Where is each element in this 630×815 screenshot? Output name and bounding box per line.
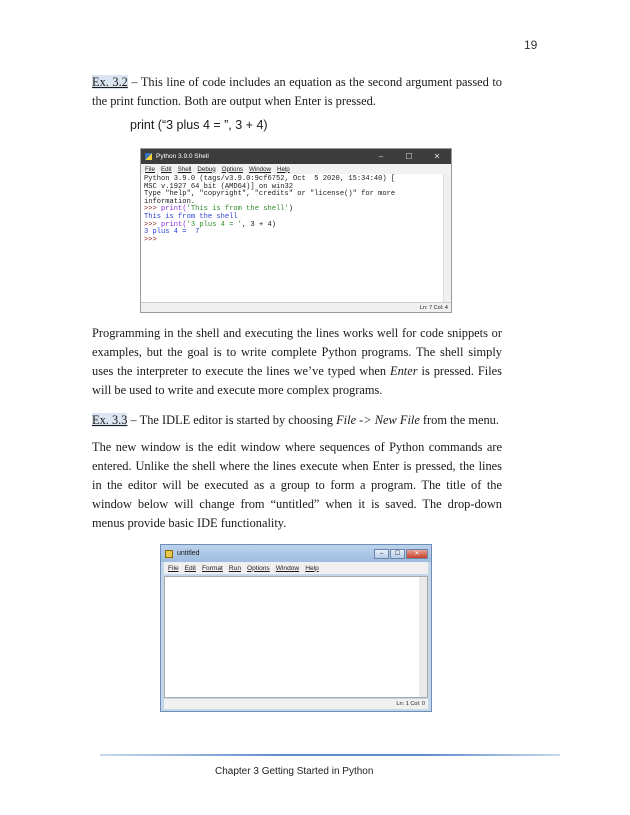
para2-text: Programming in the shell and executing the lines works well for code snippets or examples, but the goal is to write complete Python programs. The shell simply uses the interpreter to execute the lines we’ve typed when [92,326,502,378]
shell-explanation-paragraph [92,324,502,400]
shell-prompt: >>> [144,220,162,229]
shell-scrollbar[interactable] [443,174,451,302]
builtin-print: print( [161,205,187,214]
maximize-icon[interactable]: ☐ [405,152,413,161]
chapter-footer: Chapter 3 Getting Started in Python [215,766,374,777]
editor-title: untitled [177,550,200,557]
shell-statusbar: Ln: 7 Col: 4 [141,302,451,312]
footer-divider [100,754,560,756]
builtin-print: print( [161,220,187,229]
python-shell-window [140,148,452,313]
shell-text-area[interactable] [141,174,451,302]
string-literal: 'This is from the shell' [186,205,289,214]
menu-window[interactable]: Window [275,564,300,572]
shell-titlebar [141,149,451,164]
idle-file-icon [165,550,173,558]
idle-editor-window [160,544,432,712]
banner-line: Python 3.9.0 (tags/v3.9.0:9cf6752, Oct 5 2020, 15:34:40) [ [144,175,396,183]
ex-3-2-label: Ex. 3.2 [92,75,128,89]
banner-line: information. [144,197,196,206]
banner-line: MSC v.1927 64 bit (AMD64)] on win32 [144,182,293,191]
menu-debug[interactable]: Debug [197,165,216,173]
minimize-icon[interactable]: – [374,549,389,559]
shell-prompt: >>> [144,205,162,214]
edit-window-paragraph: The new window is the edit window where sequences of Python commands are entered. Unlike the shell where the lines execute when Enter is pressed, the lines in the editor will be executed as a group to form a program. The title of the window below will change from “untitled” when it is saved. The drop-down menus provide basic IDE functionality. [92,440,502,530]
editor-menubar [164,562,428,574]
menu-options[interactable]: Options [221,165,243,173]
ex-3-3-label: Ex. 3.3 [92,413,128,427]
shell-final-prompt: >>> [144,235,157,244]
menu-edit[interactable]: Edit [184,564,196,572]
menu-window[interactable]: Window [248,165,271,173]
ex-3-3-text-end: from the menu. [419,413,499,427]
code-rest: , 3 + 4) [241,220,276,229]
menu-edit[interactable]: Edit [160,165,172,173]
ex-3-2-paragraph [92,73,502,111]
shell-window-controls [367,152,451,161]
page-number: 19 [524,38,538,52]
string-literal: '3 plus 4 = ' [186,220,242,229]
python-logo-icon [145,153,152,160]
ex-3-2-text: – This line of code includes an equation as the second argument passed to the print function. Both are output when Enter is pressed. [92,75,502,108]
editor-window-controls [373,549,428,559]
maximize-icon[interactable]: ☐ [390,549,405,559]
shell-title: Python 3.9.0 Shell [156,153,209,160]
menu-format[interactable]: Format [202,564,223,572]
close-icon[interactable]: ✕ [406,549,428,559]
menu-run[interactable]: Run [228,564,241,572]
menu-file[interactable]: File [145,165,155,173]
ex-3-3-text: – The IDLE editor is started by choosing [127,413,337,427]
editor-text-area[interactable] [164,576,428,698]
menu-help[interactable]: Help [277,165,290,173]
code-example: print (“3 plus 4 = ”, 3 + 4) [130,118,268,132]
editor-scrollbar[interactable] [419,577,427,697]
banner-line: Type "help", "copyright", "credits" or "license()" for more [144,190,396,199]
menu-options[interactable]: Options [247,564,270,572]
menu-file[interactable]: File [168,564,179,572]
shell-output-line: This is from the shell [144,212,238,221]
editor-statusbar: Ln: 1 Col: 0 [164,699,428,709]
menu-help[interactable]: Help [305,564,319,572]
editor-titlebar [161,545,431,562]
menu-shell[interactable]: Shell [177,165,192,173]
ex-3-3-paragraph [92,411,502,430]
shell-output-line: 3 plus 4 = 7 [144,228,200,237]
para2-end: is pressed. Files will be used to write and execute more complex programs. [92,364,502,397]
close-icon[interactable]: ✕ [433,152,441,161]
code-rest: ) [288,205,294,214]
minimize-icon[interactable]: – [378,152,384,161]
enter-key-text: Enter [390,364,418,378]
menu-path-text: File -> New File [336,413,420,427]
shell-menubar [141,164,451,174]
